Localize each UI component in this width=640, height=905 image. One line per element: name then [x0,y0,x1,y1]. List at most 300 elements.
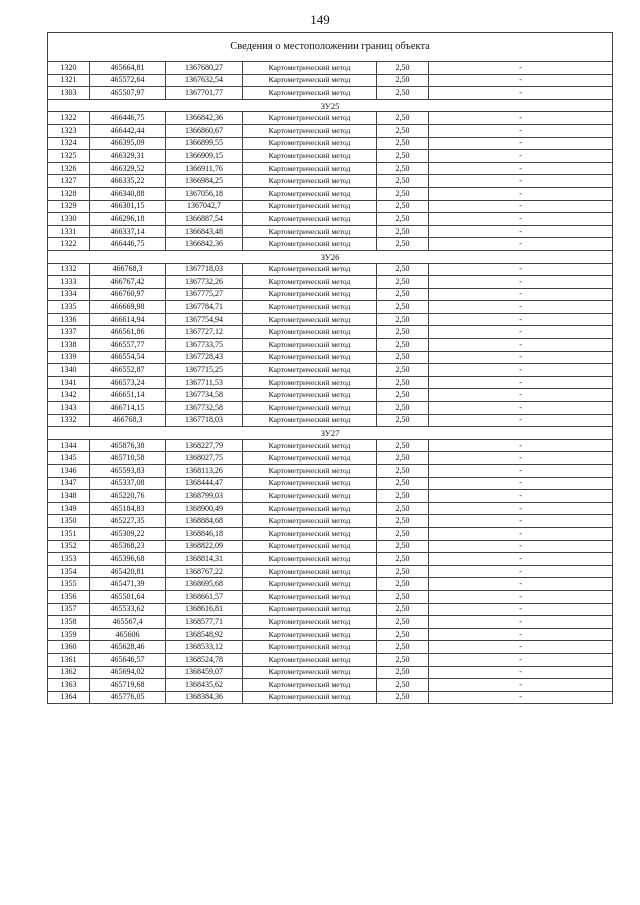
point-number-cell: 1363 [48,679,90,692]
accuracy-cell: 2,50 [377,301,429,314]
table-row [48,263,613,276]
point-number-cell: 1339 [48,351,90,364]
y-coordinate-cell: 1368533,12 [166,641,243,654]
x-coordinate-cell: 465220,76 [90,490,166,503]
y-coordinate-cell: 1368577,71 [166,616,243,629]
description-cell: - [429,515,613,528]
description-cell: - [429,213,613,226]
method-cell: Картометрический метод [243,527,377,540]
method-cell: Картометрический метод [243,553,377,566]
table-row [48,225,613,238]
point-number-cell: 1358 [48,616,90,629]
point-number-cell: 1322 [48,238,90,251]
method-cell: Картометрический метод [243,540,377,553]
method-cell: Картометрический метод [243,263,377,276]
accuracy-cell: 2,50 [377,200,429,213]
table-row [48,351,613,364]
section-header-row [48,427,613,440]
y-coordinate-cell: 1367733,75 [166,339,243,352]
description-cell: - [429,439,613,452]
accuracy-cell: 2,50 [377,74,429,87]
description-cell: - [429,452,613,465]
description-cell: - [429,502,613,515]
method-cell: Картометрический метод [243,603,377,616]
description-cell: - [429,527,613,540]
boundary-coordinates-table [47,32,613,704]
accuracy-cell: 2,50 [377,326,429,339]
x-coordinate-cell: 465719,68 [90,679,166,692]
x-coordinate-cell: 465664,81 [90,62,166,75]
method-cell: Картометрический метод [243,376,377,389]
point-number-cell: 1332 [48,414,90,427]
section-header-row [48,250,613,263]
x-coordinate-cell: 465507,97 [90,87,166,100]
point-number-cell: 1320 [48,62,90,75]
point-number-cell: 1321 [48,74,90,87]
method-cell: Картометрический метод [243,414,377,427]
x-coordinate-cell: 465227,35 [90,515,166,528]
y-coordinate-cell: 1367042,7 [166,200,243,213]
point-number-cell: 1355 [48,578,90,591]
y-coordinate-cell: 1368384,36 [166,691,243,704]
accuracy-cell: 2,50 [377,603,429,616]
accuracy-cell: 2,50 [377,339,429,352]
method-cell: Картометрический метод [243,628,377,641]
y-coordinate-cell: 1368027,75 [166,452,243,465]
y-coordinate-cell: 1367701,77 [166,87,243,100]
description-cell: - [429,74,613,87]
x-coordinate-cell: 466552,87 [90,364,166,377]
accuracy-cell: 2,50 [377,238,429,251]
point-number-cell: 1333 [48,276,90,289]
y-coordinate-cell: 1368444,47 [166,477,243,490]
x-coordinate-cell: 466329,52 [90,162,166,175]
x-coordinate-cell: 465694,02 [90,666,166,679]
description-cell: - [429,225,613,238]
method-cell: Картометрический метод [243,301,377,314]
table-row [48,74,613,87]
description-cell: - [429,87,613,100]
method-cell: Картометрический метод [243,175,377,188]
description-cell: - [429,465,613,478]
y-coordinate-cell: 1367734,58 [166,389,243,402]
description-cell: - [429,389,613,402]
section-label: ЗУ27 [48,427,613,440]
method-cell: Картометрический метод [243,112,377,125]
x-coordinate-cell: 466760,97 [90,288,166,301]
x-coordinate-cell: 466340,88 [90,187,166,200]
point-number-cell: 1352 [48,540,90,553]
table-row [48,616,613,629]
description-cell: - [429,313,613,326]
method-cell: Картометрический метод [243,641,377,654]
point-number-cell: 1324 [48,137,90,150]
method-cell: Картометрический метод [243,515,377,528]
accuracy-cell: 2,50 [377,402,429,415]
x-coordinate-cell: 466446,75 [90,112,166,125]
method-cell: Картометрический метод [243,62,377,75]
accuracy-cell: 2,50 [377,565,429,578]
y-coordinate-cell: 1367718,03 [166,414,243,427]
point-number-cell: 1344 [48,439,90,452]
accuracy-cell: 2,50 [377,414,429,427]
y-coordinate-cell: 1367718,03 [166,263,243,276]
y-coordinate-cell: 1366843,48 [166,225,243,238]
table-row [48,477,613,490]
table-row [48,288,613,301]
accuracy-cell: 2,50 [377,263,429,276]
method-cell: Картометрический метод [243,351,377,364]
point-number-cell: 1328 [48,187,90,200]
accuracy-cell: 2,50 [377,641,429,654]
y-coordinate-cell: 1367632,54 [166,74,243,87]
accuracy-cell: 2,50 [377,452,429,465]
point-number-cell: 1341 [48,376,90,389]
x-coordinate-cell: 466554,54 [90,351,166,364]
accuracy-cell: 2,50 [377,540,429,553]
x-coordinate-cell: 466767,42 [90,276,166,289]
description-cell: - [429,540,613,553]
x-coordinate-cell: 466614,94 [90,313,166,326]
table-row [48,238,613,251]
x-coordinate-cell: 465533,62 [90,603,166,616]
description-cell: - [429,187,613,200]
y-coordinate-cell: 1367680,27 [166,62,243,75]
accuracy-cell: 2,50 [377,313,429,326]
accuracy-cell: 2,50 [377,679,429,692]
accuracy-cell: 2,50 [377,87,429,100]
x-coordinate-cell: 465572,64 [90,74,166,87]
table-body [48,33,613,704]
y-coordinate-cell: 1367711,53 [166,376,243,389]
accuracy-cell: 2,50 [377,162,429,175]
x-coordinate-cell: 466337,14 [90,225,166,238]
table-row [48,124,613,137]
point-number-cell: 1357 [48,603,90,616]
point-number-cell: 1354 [48,565,90,578]
table-row [48,439,613,452]
method-cell: Картометрический метод [243,162,377,175]
description-cell: - [429,628,613,641]
method-cell: Картометрический метод [243,364,377,377]
x-coordinate-cell: 466714,15 [90,402,166,415]
x-coordinate-cell: 465628,46 [90,641,166,654]
x-coordinate-cell: 466301,15 [90,200,166,213]
description-cell: - [429,402,613,415]
x-coordinate-cell: 466335,22 [90,175,166,188]
point-number-cell: 1364 [48,691,90,704]
point-number-cell: 1353 [48,553,90,566]
method-cell: Картометрический метод [243,653,377,666]
method-cell: Картометрический метод [243,679,377,692]
description-cell: - [429,301,613,314]
y-coordinate-cell: 1366984,25 [166,175,243,188]
x-coordinate-cell: 466395,09 [90,137,166,150]
method-cell: Картометрический метод [243,439,377,452]
method-cell: Картометрический метод [243,502,377,515]
point-number-cell: 1323 [48,124,90,137]
method-cell: Картометрический метод [243,490,377,503]
table-row [48,628,613,641]
table-row [48,162,613,175]
method-cell: Картометрический метод [243,150,377,163]
point-number-cell: 1329 [48,200,90,213]
method-cell: Картометрический метод [243,74,377,87]
accuracy-cell: 2,50 [377,553,429,566]
table-row [48,339,613,352]
table-row [48,402,613,415]
table-row [48,175,613,188]
x-coordinate-cell: 465567,4 [90,616,166,629]
method-cell: Картометрический метод [243,565,377,578]
table-row [48,452,613,465]
y-coordinate-cell: 1368616,81 [166,603,243,616]
y-coordinate-cell: 1367056,18 [166,187,243,200]
description-cell: - [429,653,613,666]
y-coordinate-cell: 1368799,03 [166,490,243,503]
y-coordinate-cell: 1367784,71 [166,301,243,314]
description-cell: - [429,679,613,692]
page-number: 149 [310,12,330,27]
y-coordinate-cell: 1368814,31 [166,553,243,566]
accuracy-cell: 2,50 [377,137,429,150]
point-number-cell: 1348 [48,490,90,503]
point-number-cell: 1356 [48,590,90,603]
y-coordinate-cell: 1368846,18 [166,527,243,540]
accuracy-cell: 2,50 [377,628,429,641]
description-cell: - [429,263,613,276]
x-coordinate-cell: 465646,57 [90,653,166,666]
point-number-cell: 1334 [48,288,90,301]
accuracy-cell: 2,50 [377,616,429,629]
y-coordinate-cell: 1368822,09 [166,540,243,553]
description-cell: - [429,414,613,427]
x-coordinate-cell: 466442,44 [90,124,166,137]
description-cell: - [429,666,613,679]
method-cell: Картометрический метод [243,200,377,213]
accuracy-cell: 2,50 [377,465,429,478]
table-row [48,187,613,200]
point-number-cell: 1351 [48,527,90,540]
table-row [48,87,613,100]
point-number-cell: 1345 [48,452,90,465]
accuracy-cell: 2,50 [377,351,429,364]
table-row [48,200,613,213]
accuracy-cell: 2,50 [377,124,429,137]
x-coordinate-cell: 465309,22 [90,527,166,540]
description-cell: - [429,490,613,503]
accuracy-cell: 2,50 [377,477,429,490]
description-cell: - [429,137,613,150]
table-row [48,62,613,75]
method-cell: Картометрический метод [243,288,377,301]
accuracy-cell: 2,50 [377,515,429,528]
method-cell: Картометрический метод [243,187,377,200]
accuracy-cell: 2,50 [377,578,429,591]
point-number-cell: 1342 [48,389,90,402]
accuracy-cell: 2,50 [377,666,429,679]
description-cell: - [429,162,613,175]
point-number-cell: 1326 [48,162,90,175]
table-row [48,515,613,528]
y-coordinate-cell: 1366860,67 [166,124,243,137]
accuracy-cell: 2,50 [377,225,429,238]
point-number-cell: 1335 [48,301,90,314]
y-coordinate-cell: 1367732,58 [166,402,243,415]
accuracy-cell: 2,50 [377,276,429,289]
method-cell: Картометрический метод [243,339,377,352]
method-cell: Картометрический метод [243,87,377,100]
table-row [48,565,613,578]
table-row [48,389,613,402]
point-number-cell: 1322 [48,112,90,125]
section-label: ЗУ26 [48,250,613,263]
description-cell: - [429,112,613,125]
accuracy-cell: 2,50 [377,112,429,125]
method-cell: Картометрический метод [243,578,377,591]
description-cell: - [429,364,613,377]
y-coordinate-cell: 1368884,68 [166,515,243,528]
description-cell: - [429,326,613,339]
description-cell: - [429,200,613,213]
method-cell: Картометрический метод [243,666,377,679]
accuracy-cell: 2,50 [377,439,429,452]
y-coordinate-cell: 1367715,25 [166,364,243,377]
y-coordinate-cell: 1368767,22 [166,565,243,578]
method-cell: Картометрический метод [243,691,377,704]
method-cell: Картометрический метод [243,326,377,339]
description-cell: - [429,376,613,389]
point-number-cell: 1359 [48,628,90,641]
description-cell: - [429,339,613,352]
y-coordinate-cell: 1368661,57 [166,590,243,603]
x-coordinate-cell: 465501,64 [90,590,166,603]
x-coordinate-cell: 465606 [90,628,166,641]
section-header-row [48,99,613,112]
y-coordinate-cell: 1368900,49 [166,502,243,515]
y-coordinate-cell: 1368113,26 [166,465,243,478]
y-coordinate-cell: 1366909,15 [166,150,243,163]
point-number-cell: 1330 [48,213,90,226]
description-cell: - [429,565,613,578]
description-cell: - [429,590,613,603]
point-number-cell: 1346 [48,465,90,478]
point-number-cell: 1303 [48,87,90,100]
table-row [48,641,613,654]
table-row [48,540,613,553]
table-title-row [48,33,613,62]
y-coordinate-cell: 1367754,94 [166,313,243,326]
accuracy-cell: 2,50 [377,288,429,301]
description-cell: - [429,150,613,163]
description-cell: - [429,175,613,188]
description-cell: - [429,641,613,654]
table-row [48,666,613,679]
method-cell: Картометрический метод [243,477,377,490]
description-cell: - [429,124,613,137]
x-coordinate-cell: 465396,68 [90,553,166,566]
x-coordinate-cell: 465876,38 [90,439,166,452]
x-coordinate-cell: 465420,81 [90,565,166,578]
point-number-cell: 1361 [48,653,90,666]
description-cell: - [429,578,613,591]
table-row [48,313,613,326]
point-number-cell: 1360 [48,641,90,654]
point-number-cell: 1340 [48,364,90,377]
point-number-cell: 1349 [48,502,90,515]
point-number-cell: 1343 [48,402,90,415]
table-row [48,326,613,339]
accuracy-cell: 2,50 [377,490,429,503]
x-coordinate-cell: 466329,31 [90,150,166,163]
table-row [48,376,613,389]
method-cell: Картометрический метод [243,137,377,150]
x-coordinate-cell: 465368,23 [90,540,166,553]
point-number-cell: 1337 [48,326,90,339]
description-cell: - [429,62,613,75]
y-coordinate-cell: 1367732,26 [166,276,243,289]
y-coordinate-cell: 1368227,79 [166,439,243,452]
method-cell: Картометрический метод [243,465,377,478]
method-cell: Картометрический метод [243,225,377,238]
table-row [48,301,613,314]
y-coordinate-cell: 1366899,55 [166,137,243,150]
method-cell: Картометрический метод [243,276,377,289]
table-row [48,553,613,566]
y-coordinate-cell: 1367728,43 [166,351,243,364]
accuracy-cell: 2,50 [377,187,429,200]
method-cell: Картометрический метод [243,590,377,603]
method-cell: Картометрический метод [243,238,377,251]
table-row [48,276,613,289]
point-number-cell: 1332 [48,263,90,276]
x-coordinate-cell: 466768,3 [90,414,166,427]
x-coordinate-cell: 466446,75 [90,238,166,251]
point-number-cell: 1336 [48,313,90,326]
table-row [48,137,613,150]
accuracy-cell: 2,50 [377,150,429,163]
table-row [48,603,613,616]
y-coordinate-cell: 1367727,12 [166,326,243,339]
x-coordinate-cell: 466768,3 [90,263,166,276]
accuracy-cell: 2,50 [377,653,429,666]
section-label: ЗУ25 [48,99,613,112]
accuracy-cell: 2,50 [377,527,429,540]
table-row [48,465,613,478]
description-cell: - [429,477,613,490]
description-cell: - [429,238,613,251]
point-number-cell: 1325 [48,150,90,163]
point-number-cell: 1362 [48,666,90,679]
x-coordinate-cell: 466669,98 [90,301,166,314]
table-row [48,502,613,515]
table-row [48,578,613,591]
description-cell: - [429,603,613,616]
accuracy-cell: 2,50 [377,62,429,75]
y-coordinate-cell: 1366842,36 [166,238,243,251]
table-row [48,364,613,377]
y-coordinate-cell: 1366842,36 [166,112,243,125]
table-row [48,150,613,163]
table-row [48,590,613,603]
table-row [48,490,613,503]
accuracy-cell: 2,50 [377,175,429,188]
table-row [48,691,613,704]
method-cell: Картометрический метод [243,616,377,629]
y-coordinate-cell: 1366887,54 [166,213,243,226]
method-cell: Картометрический метод [243,402,377,415]
description-cell: - [429,553,613,566]
